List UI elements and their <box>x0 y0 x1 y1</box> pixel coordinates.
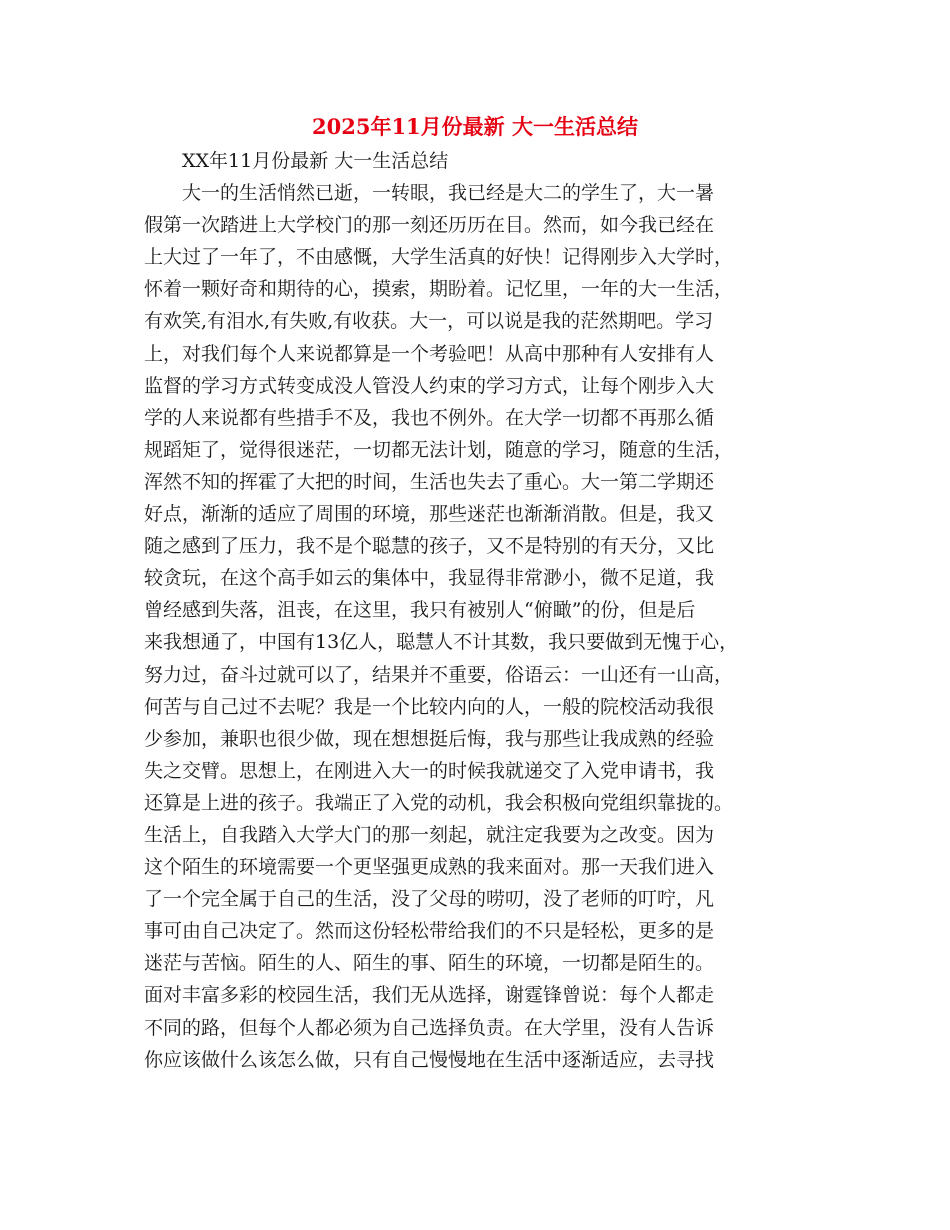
paragraph-text <box>144 177 804 1076</box>
text-line: 假第一次踏进上大学校门的那一刻还历历在目。然而，如今我已经在 <box>144 214 715 237</box>
text-line: 较贪玩，在这个高手如云的集体中，我显得非常渺小，微不足道，我 <box>144 567 715 590</box>
text-line: 上，对我们每个人来说都算是一个考验吧！从高中那种有人安排有人 <box>144 342 715 365</box>
text-line: 怀着一颗好奇和期待的心，摸索，期盼着。记忆里，一年的大一生活， <box>144 278 734 301</box>
text-line: 上大过了一年了，不由感慨，大学生活真的好快！记得刚步入大学时， <box>144 246 734 269</box>
text-line: 了一个完全属于自己的生活，没了父母的唠叨，没了老师的叮咛，凡 <box>144 888 715 911</box>
document-subtitle: XX年11月份最新 大一生活总结 <box>182 150 449 172</box>
text-line: 不同的路，但每个人都必须为自己选择负责。在大学里，没有人告诉 <box>144 1016 715 1039</box>
text-line: 来我想通了，中国有13亿人，聪慧人不计其数，我只要做到无愧于心， <box>144 631 739 654</box>
text-line: 这个陌生的环境需要一个更坚强更成熟的我来面对。那一天我们进入 <box>144 856 715 879</box>
text-line: 何苦与自己过不去呢？我是一个比较内向的人，一般的院校活动我很 <box>144 695 715 718</box>
text-line: 努力过，奋斗过就可以了，结果并不重要，俗语云：一山还有一山高， <box>144 663 734 686</box>
text-line: 迷茫与苦恼。陌生的人、陌生的事、陌生的环境，一切都是陌生的。 <box>144 952 715 975</box>
text-line: 曾经感到失落，沮丧，在这里，我只有被别人“俯瞰”的份，但是后 <box>144 599 696 622</box>
text-line: 好点，渐渐的适应了周围的环境，那些迷茫也渐渐消散。但是，我又 <box>144 503 715 526</box>
text-line: 失之交臂。思想上，在刚进入大一的时候我就递交了入党申请书，我 <box>144 759 715 782</box>
page-title: 2025年11月份最新 大一生活总结 <box>312 114 638 139</box>
text-line: 规蹈矩了，觉得很迷茫，一切都无法计划，随意的学习，随意的生活， <box>144 438 734 461</box>
text-line: 少参加，兼职也很少做，现在想想挺后悔，我与那些让我成熟的经验 <box>144 727 715 750</box>
document-body <box>144 145 804 1076</box>
text-line: 事可由自己决定了。然而这份轻松带给我们的不只是轻松，更多的是 <box>144 920 715 943</box>
text-line: 面对丰富多彩的校园生活，我们无从选择，谢霆锋曾说：每个人都走 <box>144 984 715 1007</box>
text-line: 大一的生活悄然已逝，一转眼，我已经是大二的学生了，大一暑 <box>182 182 715 205</box>
text-line: 学的人来说都有些措手不及，我也不例外。在大学一切都不再那么循 <box>144 406 715 429</box>
text-line: 你应该做什么该怎么做，只有自己慢慢地在生活中逐渐适应，去寻找 <box>144 1048 715 1071</box>
text-line: 浑然不知的挥霍了大把的时间，生活也失去了重心。大一第二学期还 <box>144 470 715 493</box>
text-line: 有欢笑,有泪水,有失败,有收获。大一，可以说是我的茫然期吧。学习 <box>144 310 714 333</box>
text-line: 生活上，自我踏入大学大门的那一刻起，就注定我要为之改变。因为 <box>144 823 715 846</box>
text-line: 监督的学习方式转变成没人管没人约束的学习方式，让每个刚步入大 <box>144 374 715 397</box>
text-line: 随之感到了压力，我不是个聪慧的孩子，又不是特别的有天分，又比 <box>144 535 715 558</box>
text-line: 还算是上进的孩子。我端正了入党的动机，我会积极向党组织靠拢的。 <box>144 791 734 814</box>
